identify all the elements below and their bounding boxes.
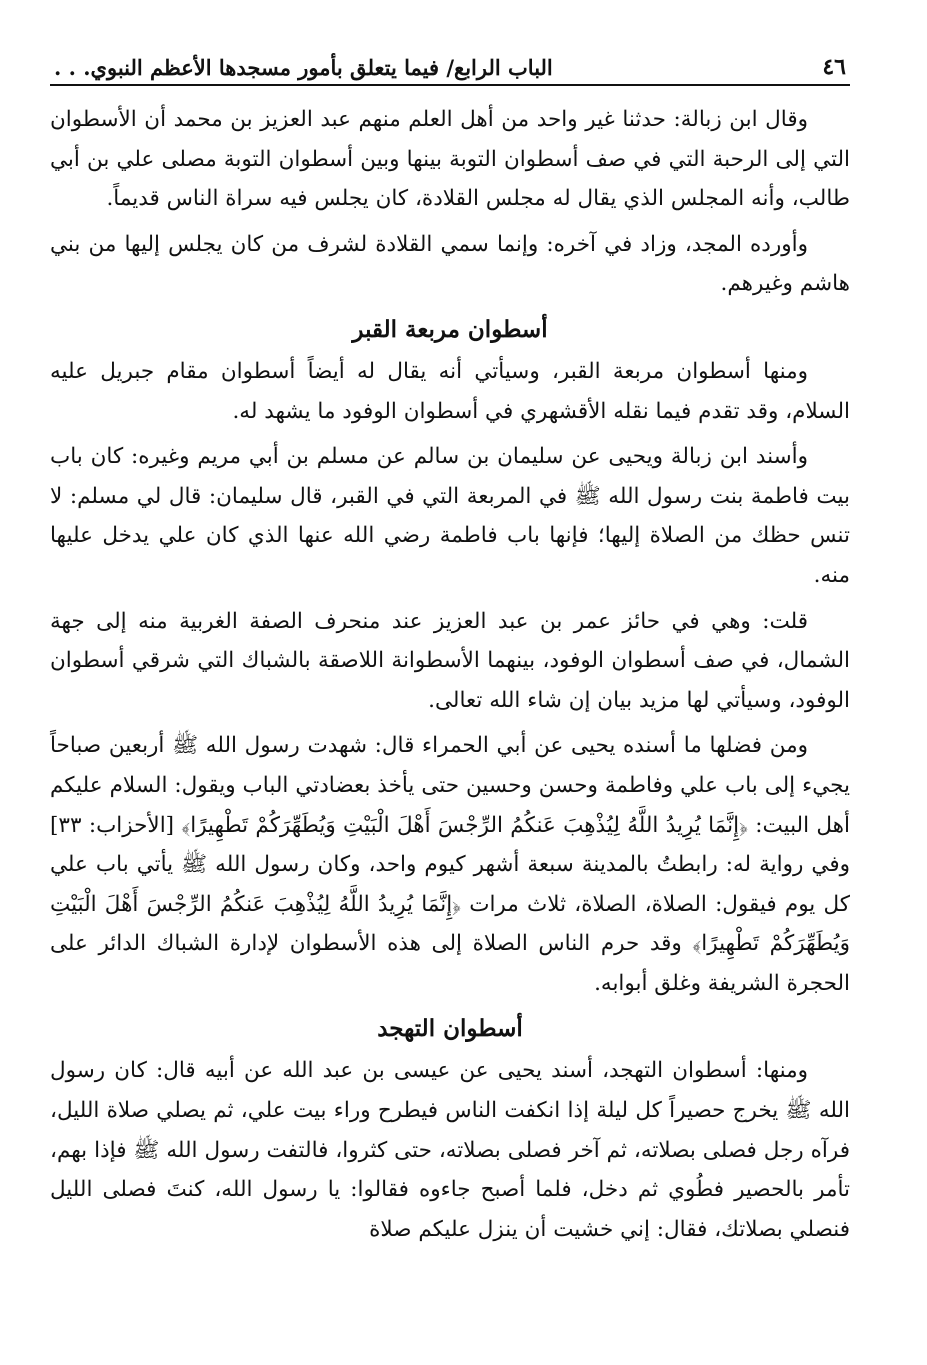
page-content — [50, 100, 850, 1249]
paragraph: وأسند ابن زبالة ويحيى عن سليمان بن سالم عن مسلم بن أبي مريم وغيره: كان باب بيت فاطمة بنت رسول الله ﷺ في المربعة التي في القبر، قال سليمان: قال لي مسلم: لا تنس حظك من الصلاة إليها؛ فإنها باب فاطمة رضي الله عنها الذي كان علي يدخل عليها منه. — [50, 444, 850, 588]
running-header — [50, 48, 850, 86]
section-heading: أسطوان مربعة القبر — [352, 315, 548, 343]
running-header-title: الباب الرابع/ فيما يتعلق بأمور مسجدها الأعظم النبوي. . . — [54, 55, 553, 80]
paragraph: وأورده المجد، وزاد في آخره: وإنما سمي القلادة لشرف من كان يجلس إليها من بني هاشم وغيرهم. — [50, 231, 850, 297]
paragraph: وقال ابن زبالة: حدثنا غير واحد من أهل العلم منهم عبد العزيز بن محمد أن الأسطوان التي إلى الرحبة التي في صف أسطوان التوبة بينها وبين أسطوان التوبة مصلى علي بن أبي طالب، وأنه المجلس الذي يقال له مجلس القلادة، كان يجلس فيه سراة الناس قديماً. — [50, 107, 850, 212]
paragraph: قلت: وهي في حائز عمر بن عبد العزيز عند منحرف الصفة الغربية منه إلى جهة الشمال، في صف أسطوان الوفود، بينهما الأسطوانة اللاصقة بالشباك التي شرقي أسطوان الوفود، وسيأتي لها مزيد بيان إن شاء الله تعالى. — [50, 608, 850, 713]
book-page — [50, 48, 850, 1255]
page-number: ٤٦ — [822, 54, 846, 80]
paragraph: ومن فضلها ما أسنده يحيى عن أبي الحمراء قال: شهدت رسول الله ﷺ أربعين صباحاً يجيء إلى باب علي وفاطمة وحسن وحسين حتى يأخذ بعضادتي الباب ويقول: السلام عليكم أهل البيت: ﴿إِنَّمَا يُرِيدُ اللَّهُ لِيُذْهِبَ عَنكُمُ الرِّجْسَ أَهْلَ الْبَيْتِ وَيُطَهِّرَكُمْ تَطْهِيرًا﴾ [الأحزاب: ٣٣] وفي رواية له: رابطتُ بالمدينة سبعة أشهر كيوم واحد، وكان رسول الله ﷺ يأتي باب علي كل يوم فيقول: الصلاة، الصلاة، ثلاث مرات ﴿إِنَّمَا يُرِيدُ اللَّهُ لِيُذْهِبَ عَنكُمُ الرِّجْسَ أَهْلَ الْبَيْتِ وَيُطَهِّرَكُمْ تَطْهِيرًا﴾ وقد حرم الناس الصلاة إلى هذه الأسطوان لإدارة الشباك الدائر على الحجرة الشريفة وغلق أبوابه. — [50, 733, 850, 996]
paragraph: ومنها أسطوان مربعة القبر، وسيأتي أنه يقال له أيضاً أسطوان مقام جبريل عليه السلام، وقد تقدم فيما نقله الأقشهري في أسطوان الوفود ما يشهد له. — [50, 358, 850, 424]
section-heading: أسطوان التهجد — [377, 1015, 523, 1043]
paragraph: ومنها: أسطوان التهجد، أسند يحيى عن عيسى بن عبد الله عن أبيه قال: كان رسول الله ﷺ يخرج حصيراً كل ليلة إذا انكفت الناس فيطرح وراء بيت علي، ثم يصلي صلاة الليل، فرآه رجل فصلى بصلاته، ثم آخر فصلى بصلاته، حتى كثروا، فالتفت رسول الله ﷺ فإذا بهم، تأمر بالحصير فطُوي ثم دخل، فلما أصبح جاءوه فقالوا: يا رسول الله، كنتَ فصلى الليل فنصلي بصلاتك، فقال: إني خشيت أن ينزل عليكم صلاة — [50, 1058, 850, 1242]
